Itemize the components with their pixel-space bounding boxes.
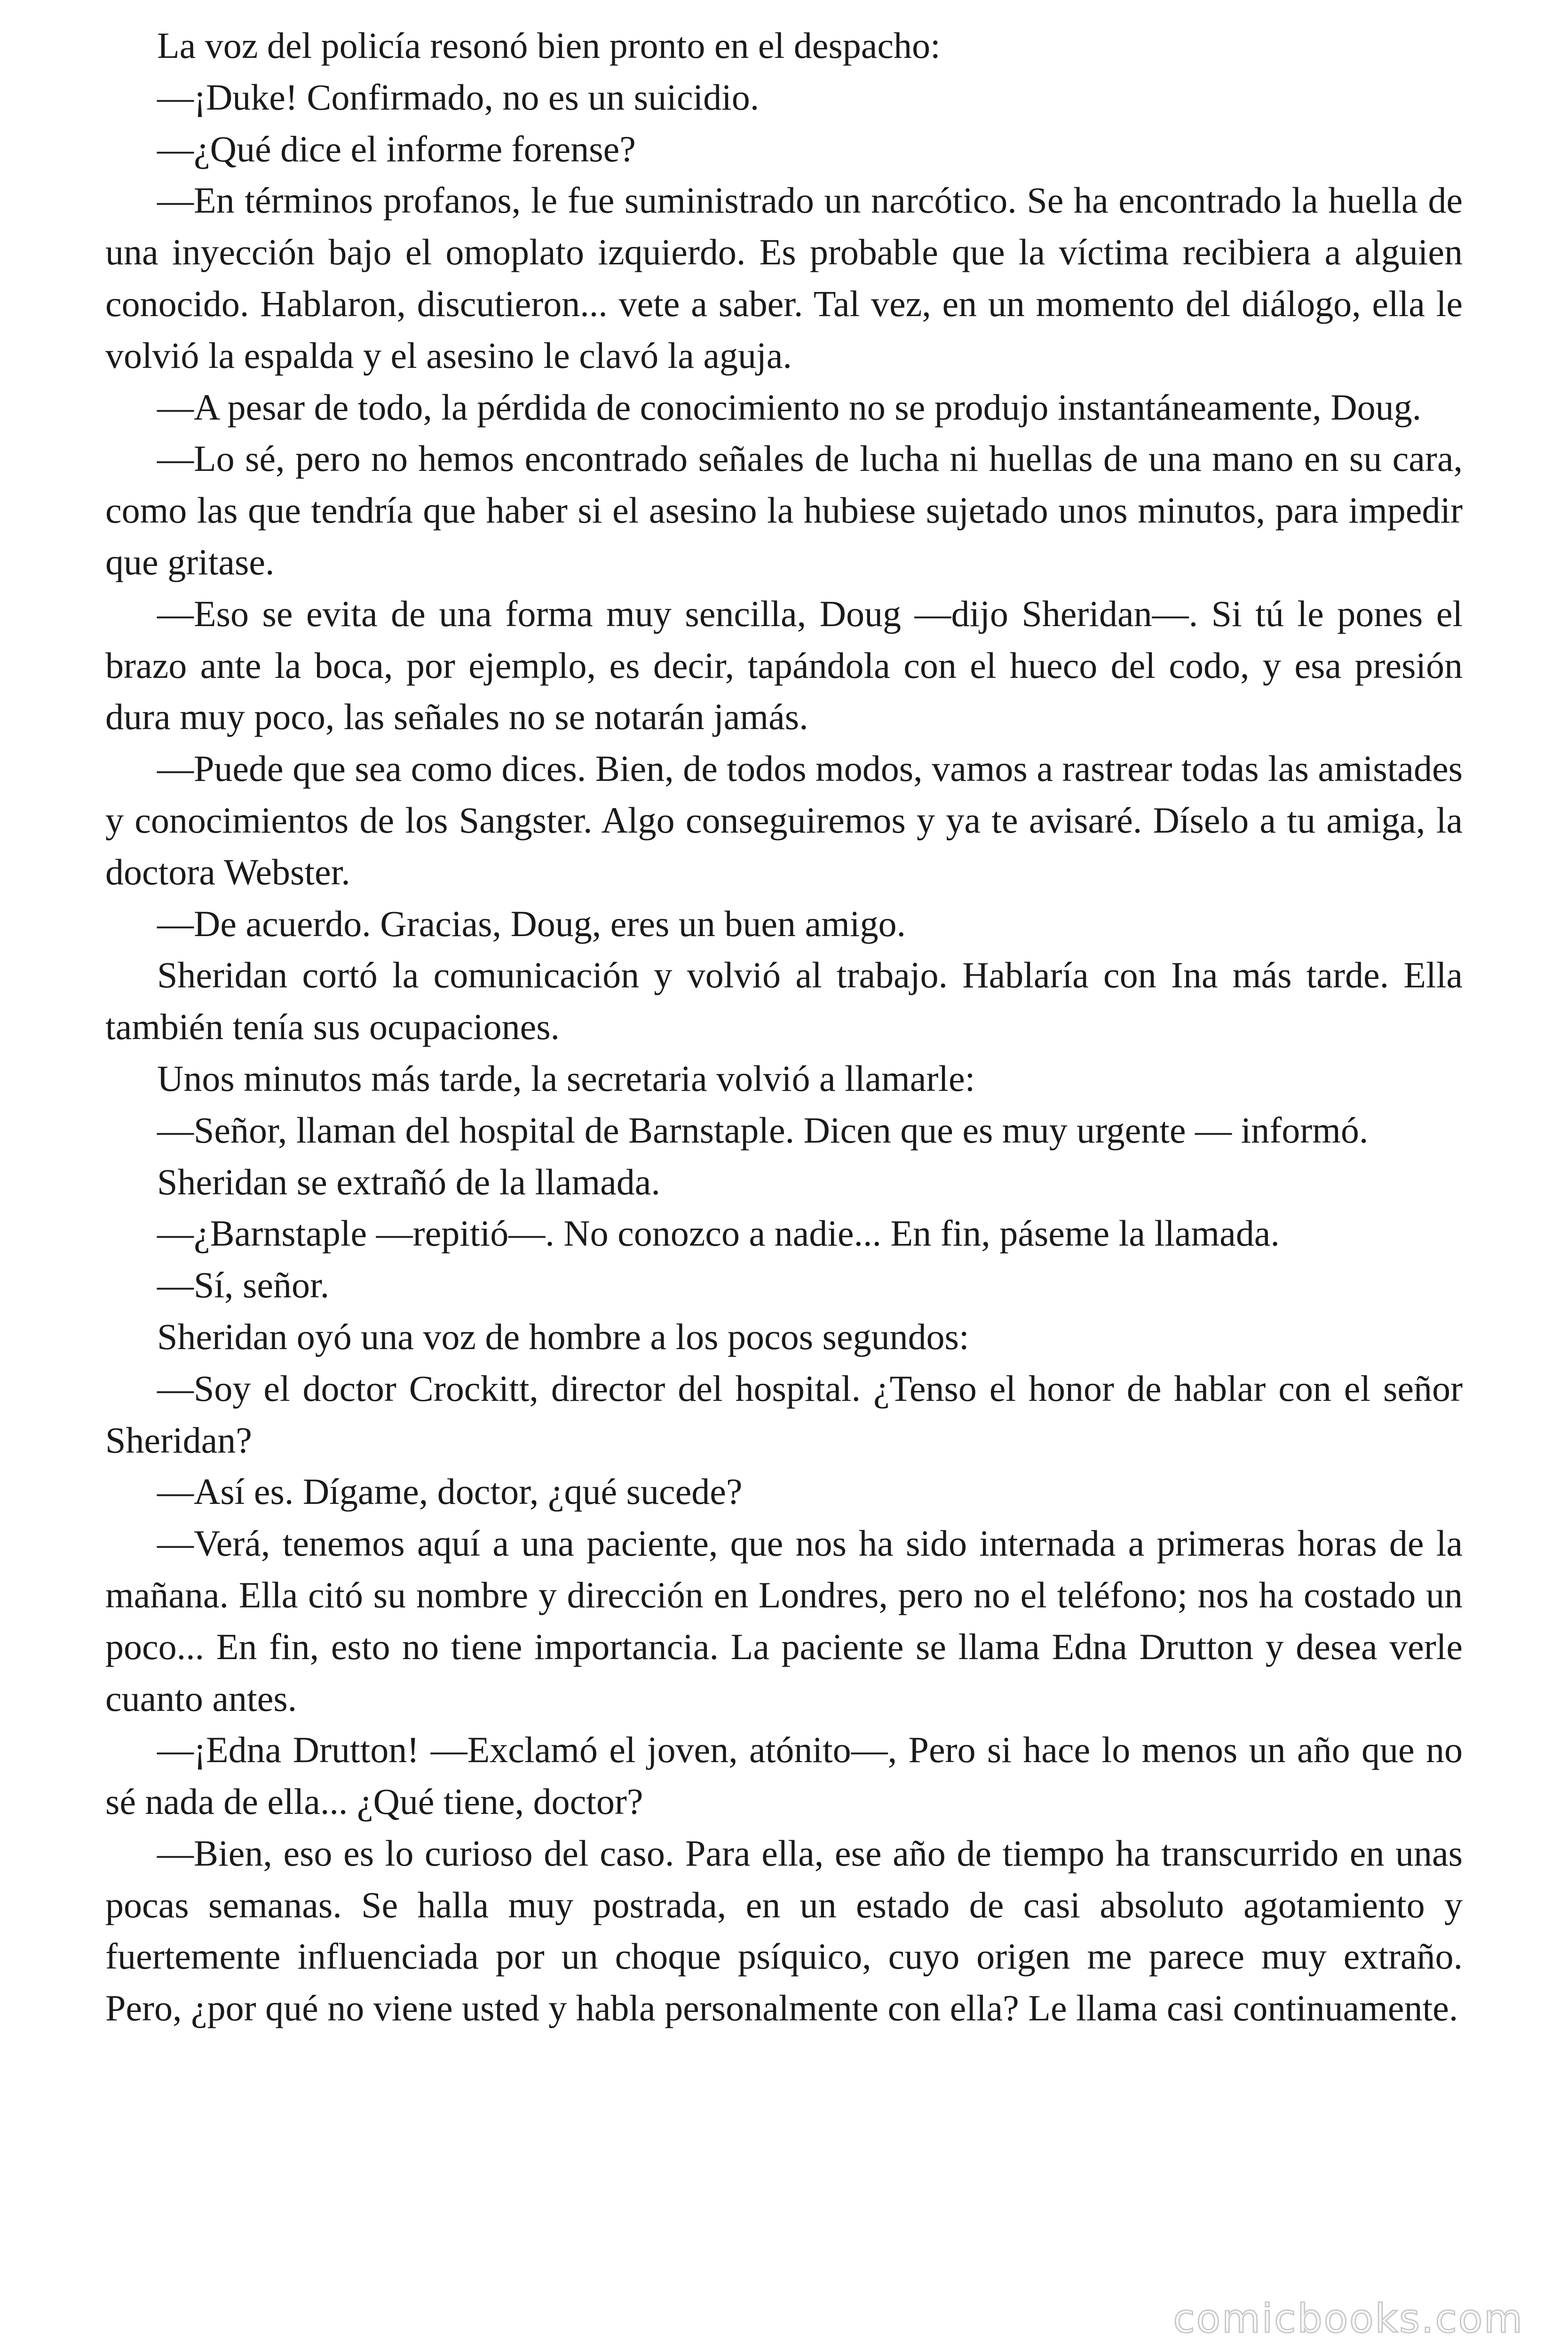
paragraph-13: Sheridan se extrañó de la llamada. [157, 1161, 660, 1202]
paragraph-7: —Eso se evita de una forma muy sencilla, Doug —dijo Sheridan—. Si tú le pones el brazo ante la boca, por ejemplo, es decir, tapándola con el hueco del codo, y esa presión dura muy poco, las señales no se notarán jamás. [105, 593, 1463, 738]
paragraph-11: Unos minutos más tarde, la secretaria volvió a llamarle: [157, 1057, 975, 1099]
paragraph-6: —Lo sé, pero no hemos encontrado señales de lucha ni huellas de una mano en su cara, como las que tendría que haber si el asesino la hubiese sujetado unos minutos, para impedir que gritase. [105, 438, 1463, 582]
paragraph-16: Sheridan oyó una voz de hombre a los pocos segundos: [157, 1316, 969, 1357]
paragraph-5: —A pesar de todo, la pérdida de conocimiento no se produjo instantáneamente, Doug. [157, 386, 1422, 428]
paragraph-3: —¿Qué dice el informe forense? [157, 128, 636, 169]
paragraph-19: —Verá, tenemos aquí a una paciente, que nos ha sido internada a primeras horas de la mañana. Ella citó su nombre y dirección en Londres, pero no el teléfono; nos ha costado un poco... En fin, esto no tiene importancia. La paciente se llama Edna Drutton y desea verle cuanto antes. [105, 1523, 1463, 1719]
paragraph-1: La voz del policía resonó bien pronto en el despacho: [157, 25, 941, 66]
paragraph-20: —¡Edna Drutton! —Exclamó el joven, atónito—, Pero si hace lo menos un año que no sé nada de ella... ¿Qué tiene, doctor? [105, 1729, 1463, 1822]
paragraph-21: —Bien, eso es lo curioso del caso. Para ella, ese año de tiempo ha transcurrido en unas pocas semanas. Se halla muy postrada, en un estado de casi absoluto agotamiento y fuertemente influenciada por un choque psíquico, cuyo origen me parece muy extraño. Pero, ¿por qué no viene usted y habla personalmente con ella? Le llama casi continuamente. [105, 1832, 1463, 2029]
paragraph-10: Sheridan cortó la comunicación y volvió al trabajo. Hablaría con Ina más tarde. Ella también tenía sus ocupaciones. [105, 954, 1463, 1048]
paragraph-18: —Así es. Dígame, doctor, ¿qué sucede? [157, 1471, 743, 1512]
paragraph-17: —Soy el doctor Crockitt, director del hospital. ¿Tenso el honor de hablar con el señor Sheridan? [105, 1367, 1463, 1461]
paragraph-8: —Puede que sea como dices. Bien, de todos modos, vamos a rastrear todas las amistades y conocimientos de los Sangster. Algo conseguiremos y ya te avisaré. Díselo a tu amiga, la doctora Webster. [105, 748, 1463, 892]
page-text [105, 20, 1463, 2034]
paragraph-15: —Sí, señor. [157, 1264, 330, 1306]
paragraph-4: —En términos profanos, le fue suministrado un narcótico. Se ha encontrado la huella de una inyección bajo el omoplato izquierdo. Es probable que la víctima recibiera a alguien conocido. Hablaron, discutieron... vete a saber. Tal vez, en un momento del diálogo, ella le volvió la espalda y el asesino le clavó la aguja. [105, 180, 1463, 376]
watermark: comicbooks.com [1173, 2296, 1524, 2342]
paragraph-14: —¿Barnstaple —repitió—. No conozco a nadie... En fin, páseme la llamada. [157, 1213, 1280, 1254]
paragraph-9: —De acuerdo. Gracias, Doug, eres un buen amigo. [157, 903, 906, 944]
paragraph-2: —¡Duke! Confirmado, no es un suicidio. [157, 76, 760, 118]
paragraph-12: —Señor, llaman del hospital de Barnstaple. Dicen que es muy urgente — informó. [157, 1109, 1369, 1151]
